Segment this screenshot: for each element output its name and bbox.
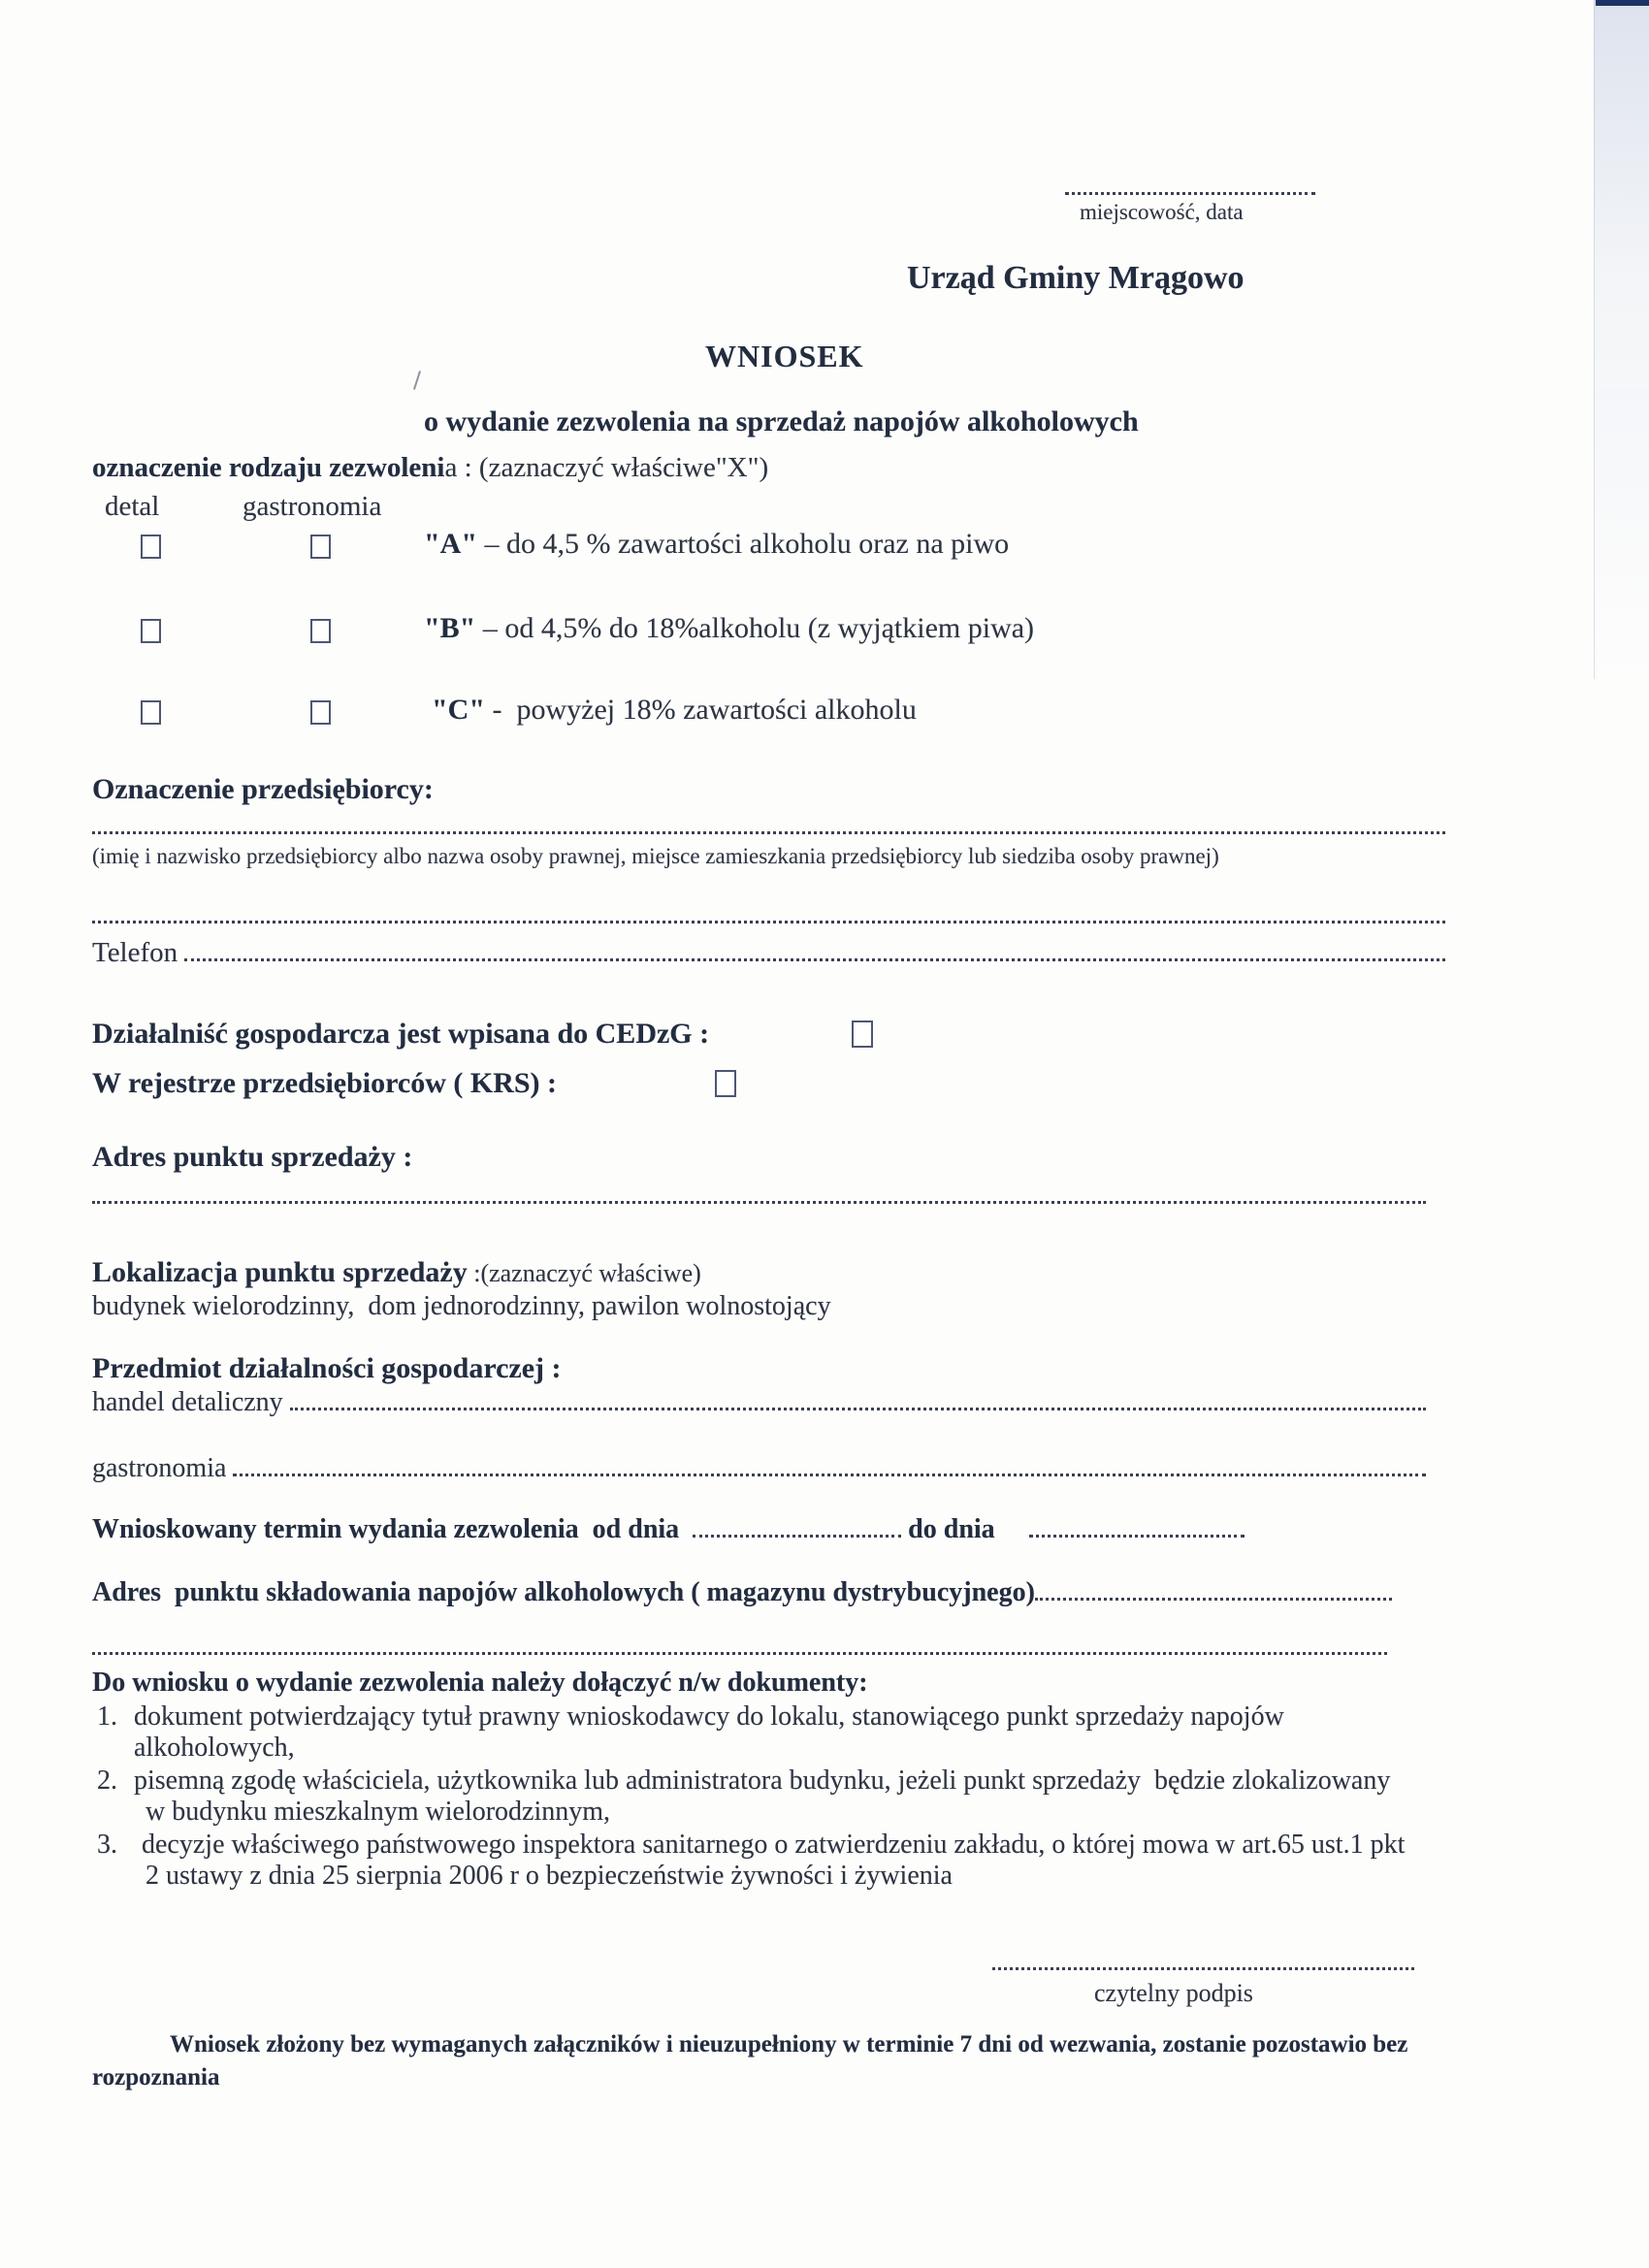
- item-2-text: pisemną zgodę właściciela, użytkownika lub administratora budynku, jeżeli punkt sprzedaży będzie zlokalizowany: [134, 1766, 1391, 1796]
- item-3-number: 3.: [97, 1830, 117, 1860]
- krs-checkbox[interactable]: [715, 1070, 736, 1097]
- sales-address-fill-line[interactable]: [92, 1201, 1426, 1204]
- footer-note-line-1: Wniosek złożony bez wymaganych załączników i nieuzupełniony w terminie 7 dni od wezwania, zostanie pozostawio bez: [170, 2031, 1408, 2057]
- entrepreneur-fill-line-2[interactable]: [92, 921, 1445, 923]
- storage-label: Adres punktu składowania napojów alkoholowych ( magazynu dystrybucyjnego): [92, 1577, 1035, 1607]
- option-a-desc: – do 4,5 % zawartości alkoholu oraz na piwo: [476, 528, 1010, 560]
- signature-label: czytelny podpis: [1094, 1979, 1253, 2007]
- place-date-label: miejscowość, data: [1080, 200, 1244, 224]
- checkbox-gastronomia-b[interactable]: [310, 619, 331, 643]
- option-b-desc: – od 4,5% do 18%alkoholu (z wyjątkiem piwa): [475, 612, 1035, 644]
- form-subtitle: o wydanie zezwolenia na sprzedaż napojów alkoholowych: [424, 405, 1139, 437]
- permit-term-label: Wnioskowany termin wydania zezwolenia od dnia: [92, 1514, 694, 1544]
- permit-type-heading-bold: oznaczenie rodzaju zezwoleni: [92, 452, 445, 483]
- attachment-item-2: [97, 1766, 1390, 1797]
- form-title: WNIOSEK: [705, 339, 864, 373]
- attachments-heading: Do wniosku o wydanie zezwolenia należy dołączyć n/w dokumenty:: [92, 1668, 868, 1698]
- storage-fill-line-2[interactable]: [92, 1652, 1387, 1655]
- entrepreneur-note: (imię i nazwisko przedsiębiorcy albo nazwa osoby prawnej, miejsce zamieszkania przedsiębiorcy lub siedziba osoby prawnej): [92, 844, 1219, 868]
- checkbox-detal-b[interactable]: [141, 619, 161, 643]
- checkbox-detal-a[interactable]: [141, 535, 161, 559]
- location-heading-rest: :(zaznaczyć właściwe): [467, 1259, 701, 1287]
- cedzg-label: Działalniść gospodarcza jest wpisana do CEDzG :: [92, 1018, 710, 1050]
- footer-note-line-2: rozpoznania: [92, 2064, 220, 2090]
- krs-label: W rejestrze przedsiębiorców ( KRS) :: [92, 1067, 558, 1099]
- business-scope-heading: Przedmiot działalności gospodarczej :: [92, 1352, 562, 1384]
- phone-row: [92, 937, 1445, 969]
- item-3-text-2: 2 ustawy z dnia 25 sierpnia 2006 r o bezpieczeństwie żywności i żywienia: [146, 1861, 953, 1891]
- gastronomy-label: gastronomia: [92, 1453, 234, 1483]
- column-label-detal: detal: [105, 491, 160, 522]
- item-1-text-2: alkoholowych,: [134, 1733, 295, 1763]
- term-to-label: do dnia: [901, 1514, 1002, 1544]
- location-heading-bold: Lokalizacja punktu sprzedaży: [92, 1256, 468, 1288]
- storage-row: [92, 1577, 1392, 1608]
- retail-row: [92, 1387, 1426, 1418]
- gastronomy-row: [92, 1453, 1426, 1484]
- retail-fill-line[interactable]: [290, 1394, 1426, 1410]
- permit-term-row: [92, 1514, 1245, 1545]
- storage-fill-line[interactable]: [1035, 1584, 1392, 1601]
- option-b-label: [424, 612, 1034, 645]
- item-2-number: 2.: [97, 1766, 117, 1796]
- option-b-code: "B": [424, 612, 476, 644]
- phone-fill-line[interactable]: [184, 945, 1445, 961]
- checkbox-detal-c[interactable]: [141, 700, 161, 725]
- checkbox-gastronomia-c[interactable]: [310, 700, 331, 725]
- item-1-text: dokument potwierdzający tytuł prawny wnioskodawcy do lokalu, stanowiącego punkt sprzedaży napojów: [134, 1701, 1284, 1732]
- entrepreneur-fill-line-1[interactable]: [92, 831, 1445, 834]
- option-a-label: [424, 528, 1009, 561]
- option-c-label: [432, 694, 917, 727]
- scan-stray-mark: [413, 371, 421, 390]
- permit-type-heading-rest: a : (zaznaczyć właściwe"X"): [444, 452, 769, 483]
- place-date-fill-line[interactable]: [1065, 192, 1315, 195]
- column-label-gastronomia: gastronomia: [242, 491, 382, 522]
- checkbox-gastronomia-a[interactable]: [310, 535, 331, 559]
- item-3-text: decyzje właściwego państwowego inspektora sanitarnego o zatwierdzeniu zakładu, o której mowa w art.65 ust.1 pkt: [142, 1830, 1406, 1860]
- attachment-item-3: [97, 1830, 1405, 1861]
- entrepreneur-heading: Oznaczenie przedsiębiorcy:: [92, 773, 434, 805]
- gastronomy-fill-line[interactable]: [233, 1460, 1426, 1476]
- scan-edge-strip: [1594, 0, 1649, 679]
- permit-type-heading: [92, 452, 768, 483]
- retail-label: handel detaliczny: [92, 1387, 290, 1417]
- option-a-code: "A": [424, 528, 477, 560]
- item-1-number: 1.: [97, 1701, 117, 1732]
- item-2-text-2: w budynku mieszkalnym wielorodzinnym,: [146, 1797, 611, 1827]
- sales-address-heading: Adres punktu sprzedaży :: [92, 1141, 413, 1173]
- option-c-code: "C": [432, 694, 485, 726]
- attachment-item-1: [97, 1701, 1284, 1733]
- term-to-fill-line[interactable]: [1029, 1521, 1245, 1538]
- office-name: Urząd Gminy Mrągowo: [907, 260, 1245, 296]
- phone-label: Telefon: [92, 937, 185, 968]
- signature-fill-line[interactable]: [992, 1967, 1414, 1970]
- option-c-desc: - powyżej 18% zawartości alkoholu: [484, 694, 917, 726]
- term-from-fill-line[interactable]: [693, 1521, 901, 1538]
- location-options: budynek wielorodzinny, dom jednorodzinny, pawilon wolnostojący: [92, 1291, 831, 1321]
- cedzg-checkbox[interactable]: [852, 1021, 873, 1048]
- location-heading: [92, 1256, 701, 1289]
- scan-artifact-bar: [1596, 0, 1649, 6]
